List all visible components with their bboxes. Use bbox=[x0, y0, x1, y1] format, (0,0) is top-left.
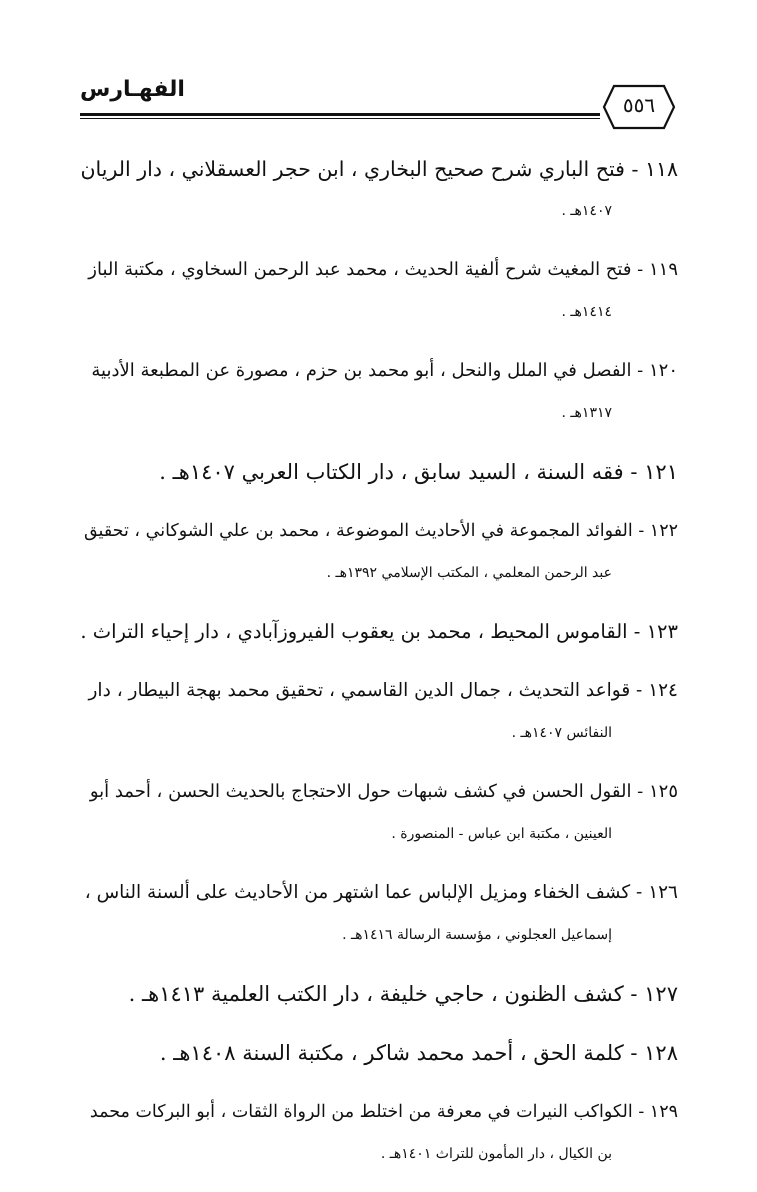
list-item: ١٢١ - فقه السنة ، السيد سابق ، دار الكتاب العربي ١٤٠٧هـ . bbox=[159, 460, 678, 484]
entry-number: ١١٩ bbox=[648, 259, 678, 280]
list-item: ١١٩ - فتح المغيث شرح ألفية الحديث ، محمد عبد الرحمن السخاوي ، مكتبة الباز ١٤١٤هـ . bbox=[78, 249, 678, 333]
entry-continuation: بن الكيال ، دار المأمون للتراث ١٤٠١هـ . bbox=[380, 1146, 612, 1162]
entry-text: كشف الخفاء ومزيل الإلباس عما اشتهر من الأحاديث على ألسنة الناس ، bbox=[84, 882, 631, 903]
entry-continuation: ١٣١٧هـ . bbox=[561, 405, 612, 421]
entry-continuation: العينين ، مكتبة ابن عباس - المنصورة . bbox=[391, 826, 612, 842]
entry-number: ١٢٩ bbox=[649, 1102, 678, 1122]
entry-text: فتح المغيث شرح ألفية الحديث ، محمد عبد الرحمن السخاوي ، مكتبة الباز bbox=[88, 259, 632, 280]
entry-continuation: ١٤٠٧هـ . bbox=[561, 203, 612, 219]
entry-number: ١٢١ bbox=[644, 460, 678, 484]
entry-number: ١٢٤ bbox=[648, 680, 678, 701]
list-item: ١٢٨ - كلمة الحق ، أحمد محمد شاكر ، مكتبة السنة ١٤٠٨هـ . bbox=[159, 1041, 678, 1065]
entry-continuation: إسماعيل العجلوني ، مؤسسة الرسالة ١٤١٦هـ . bbox=[342, 927, 612, 943]
header-rule-thin bbox=[80, 118, 600, 119]
list-item: ١٢٩ - الكواكب النيرات في معرفة من اختلط من الرواة الثقات ، أبو البركات محمد بن الكيال ، دار المأمون للتراث ١٤٠١هـ . bbox=[78, 1091, 678, 1175]
bibliography-list bbox=[78, 148, 678, 1192]
list-item: ١٢٠ - الفصل في الملل والنحل ، أبو محمد بن حزم ، مصورة عن المطبعة الأدبية ١٣١٧هـ . bbox=[78, 350, 678, 434]
entry-number: ١٢٣ bbox=[646, 620, 678, 643]
entry-continuation: ١٤١٤هـ . bbox=[561, 304, 612, 320]
entry-number: ١٢٠ bbox=[648, 360, 678, 381]
entry-continuation: النفائس ١٤٠٧هـ . bbox=[511, 725, 612, 741]
entry-number: ١٢٦ bbox=[648, 882, 678, 903]
list-item: ١٢٢ - الفوائد المجموعة في الأحاديث الموضوعة ، محمد بن علي الشوكاني ، تحقيق عبد الرحمن المعلمي ، المكتب الإسلامي ١٣٩٢هـ . bbox=[78, 510, 678, 594]
list-item: ١٢٣ - القاموس المحيط ، محمد بن يعقوب الفيروزآبادي ، دار إحياء التراث . bbox=[80, 620, 678, 643]
list-item: ١٢٧ - كشف الظنون ، حاجي خليفة ، دار الكتب العلمية ١٤١٣هـ . bbox=[128, 982, 678, 1006]
entry-number: ١٢٨ bbox=[644, 1041, 678, 1065]
entry-text: فقه السنة ، السيد سابق ، دار الكتاب العربي ١٤٠٧هـ . bbox=[159, 460, 624, 484]
entry-text: الفصل في الملل والنحل ، أبو محمد بن حزم ، مصورة عن المطبعة الأدبية bbox=[91, 360, 632, 381]
entry-text: كشف الظنون ، حاجي خليفة ، دار الكتب العلمية ١٤١٣هـ . bbox=[128, 982, 624, 1006]
entry-number: ١٢٥ bbox=[648, 781, 678, 802]
page-number-badge bbox=[602, 83, 676, 131]
list-item: ١٢٤ - قواعد التحديث ، جمال الدين القاسمي ، تحقيق محمد بهجة البيطار ، دار النفائس ١٤٠٧هـ . bbox=[78, 670, 678, 754]
entry-text: فتح الباري شرح صحيح البخاري ، ابن حجر العسقلاني ، دار الريان bbox=[80, 157, 625, 181]
entry-text: الفوائد المجموعة في الأحاديث الموضوعة ، محمد بن علي الشوكاني ، تحقيق bbox=[83, 521, 633, 541]
entry-text: القاموس المحيط ، محمد بن يعقوب الفيروزآبادي ، دار إحياء التراث . bbox=[80, 620, 628, 643]
list-item: ١٢٥ - القول الحسن في كشف شبهات حول الاحتجاج بالحديث الحسن ، أحمد أبو العينين ، مكتبة ابن عباس - المنصورة . bbox=[78, 771, 678, 855]
entry-text: القول الحسن في كشف شبهات حول الاحتجاج بالحديث الحسن ، أحمد أبو bbox=[89, 781, 632, 802]
list-item: ١٢٦ - كشف الخفاء ومزيل الإلباس عما اشتهر من الأحاديث على ألسنة الناس ، إسماعيل العجلوني ، مؤسسة الرسالة ١٤١٦هـ . bbox=[78, 872, 678, 956]
entry-text: كلمة الحق ، أحمد محمد شاكر ، مكتبة السنة ١٤٠٨هـ . bbox=[159, 1041, 624, 1065]
entry-number: ١٢٧ bbox=[644, 982, 678, 1006]
entry-continuation: عبد الرحمن المعلمي ، المكتب الإسلامي ١٣٩٢هـ . bbox=[326, 565, 612, 581]
entry-number: ١١٨ bbox=[644, 157, 678, 181]
header-rule bbox=[80, 113, 600, 116]
list-item: ١١٨ - فتح الباري شرح صحيح البخاري ، ابن حجر العسقلاني ، دار الريان ١٤٠٧هـ . bbox=[78, 148, 678, 232]
entry-number: ١٢٢ bbox=[649, 521, 678, 541]
section-title: الفهـارس bbox=[80, 77, 185, 102]
entry-text: قواعد التحديث ، جمال الدين القاسمي ، تحقيق محمد بهجة البيطار ، دار bbox=[88, 680, 631, 701]
page-header bbox=[80, 75, 676, 135]
page-number: ٥٥٦ bbox=[622, 93, 656, 117]
entry-text: الكواكب النيرات في معرفة من اختلط من الرواة الثقات ، أبو البركات محمد bbox=[89, 1102, 633, 1122]
